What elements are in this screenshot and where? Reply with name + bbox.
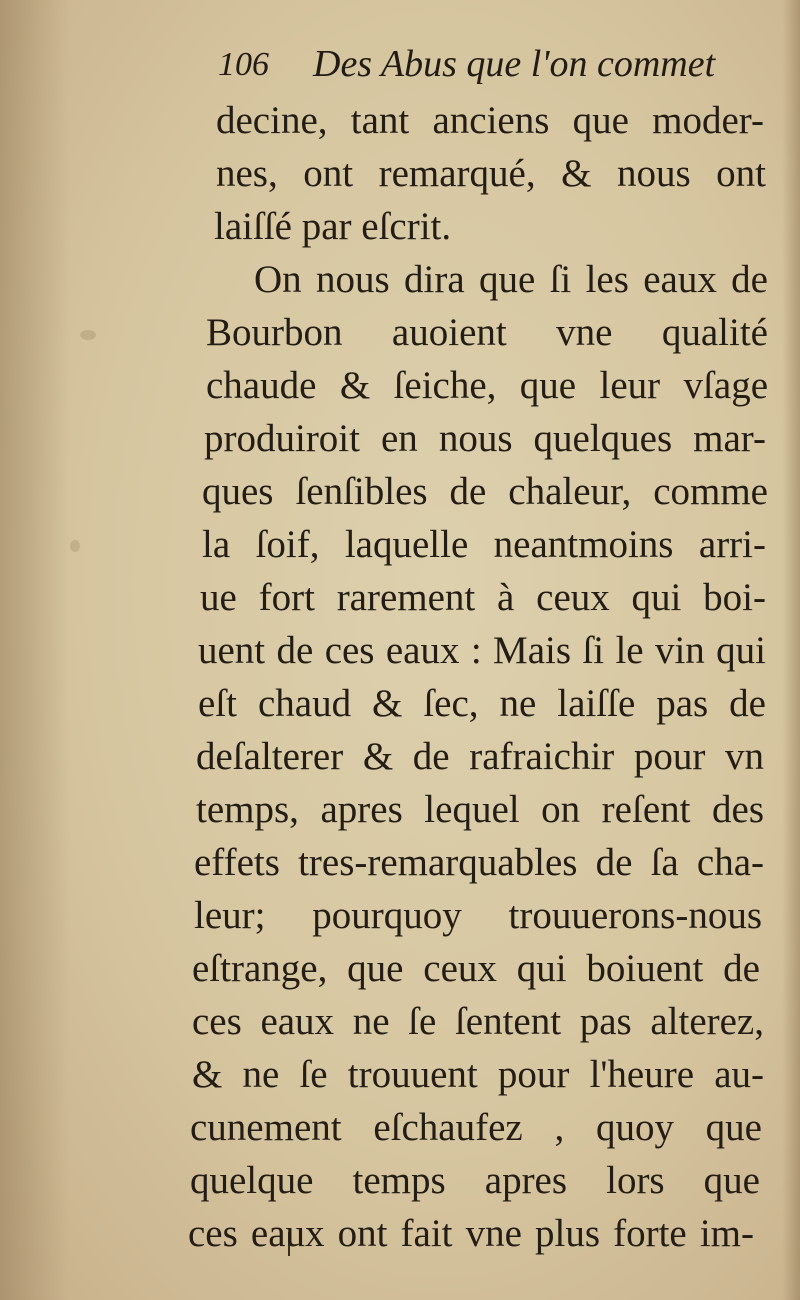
text-line: produiroit en nous quelques mar-	[204, 417, 766, 460]
text-line: temps, apres lequel on reſent des	[196, 788, 764, 831]
text-line: eſt chaud & ſec, ne laiſſe pas de	[198, 682, 766, 725]
running-head: Des Abus que l'on commet	[313, 43, 716, 85]
text-line: ue fort rarement à ceux qui boi-	[200, 576, 766, 619]
text-line: nes, ont remarqué, & nous ont	[216, 152, 766, 195]
text-line: ces eaux ne ſe ſentent pas alterez,	[192, 1000, 764, 1043]
text-line: ces eaux ont fait vne plus forte im-	[188, 1212, 754, 1255]
text-line: chaude & ſeiche, que leur vſage	[206, 364, 768, 407]
text-line: laiſſé par eſcrit.	[214, 205, 452, 248]
page-number: 106	[218, 46, 269, 83]
text-line: On nous dira que ſi les eaux de	[254, 258, 768, 301]
text-line: decine, tant anciens que moder-	[216, 99, 764, 142]
text-line: effets tres-remarquables de ſa cha-	[194, 841, 764, 884]
text-line: & ne ſe trouuent pour l'heure au-	[192, 1053, 764, 1096]
text-line: deſalterer & de rafraichir pour vn	[196, 735, 764, 778]
text-line: leur; pourquoy trouuerons-nous	[194, 894, 762, 937]
text-line: Bourbon auoient vne qualité	[206, 311, 768, 354]
text-line: eſtrange, que ceux qui boiuent de	[192, 947, 760, 990]
text-line: cunement eſchaufez , quoy que	[190, 1106, 762, 1149]
text-line: uent de ces eaux : Mais ſi le vin qui	[198, 629, 766, 672]
text-line: ques ſenſibles de chaleur, comme	[202, 470, 768, 513]
text-line: quelque temps apres lors que	[190, 1159, 760, 1202]
text-line: la ſoif, laquelle neantmoins arri-	[202, 523, 766, 566]
